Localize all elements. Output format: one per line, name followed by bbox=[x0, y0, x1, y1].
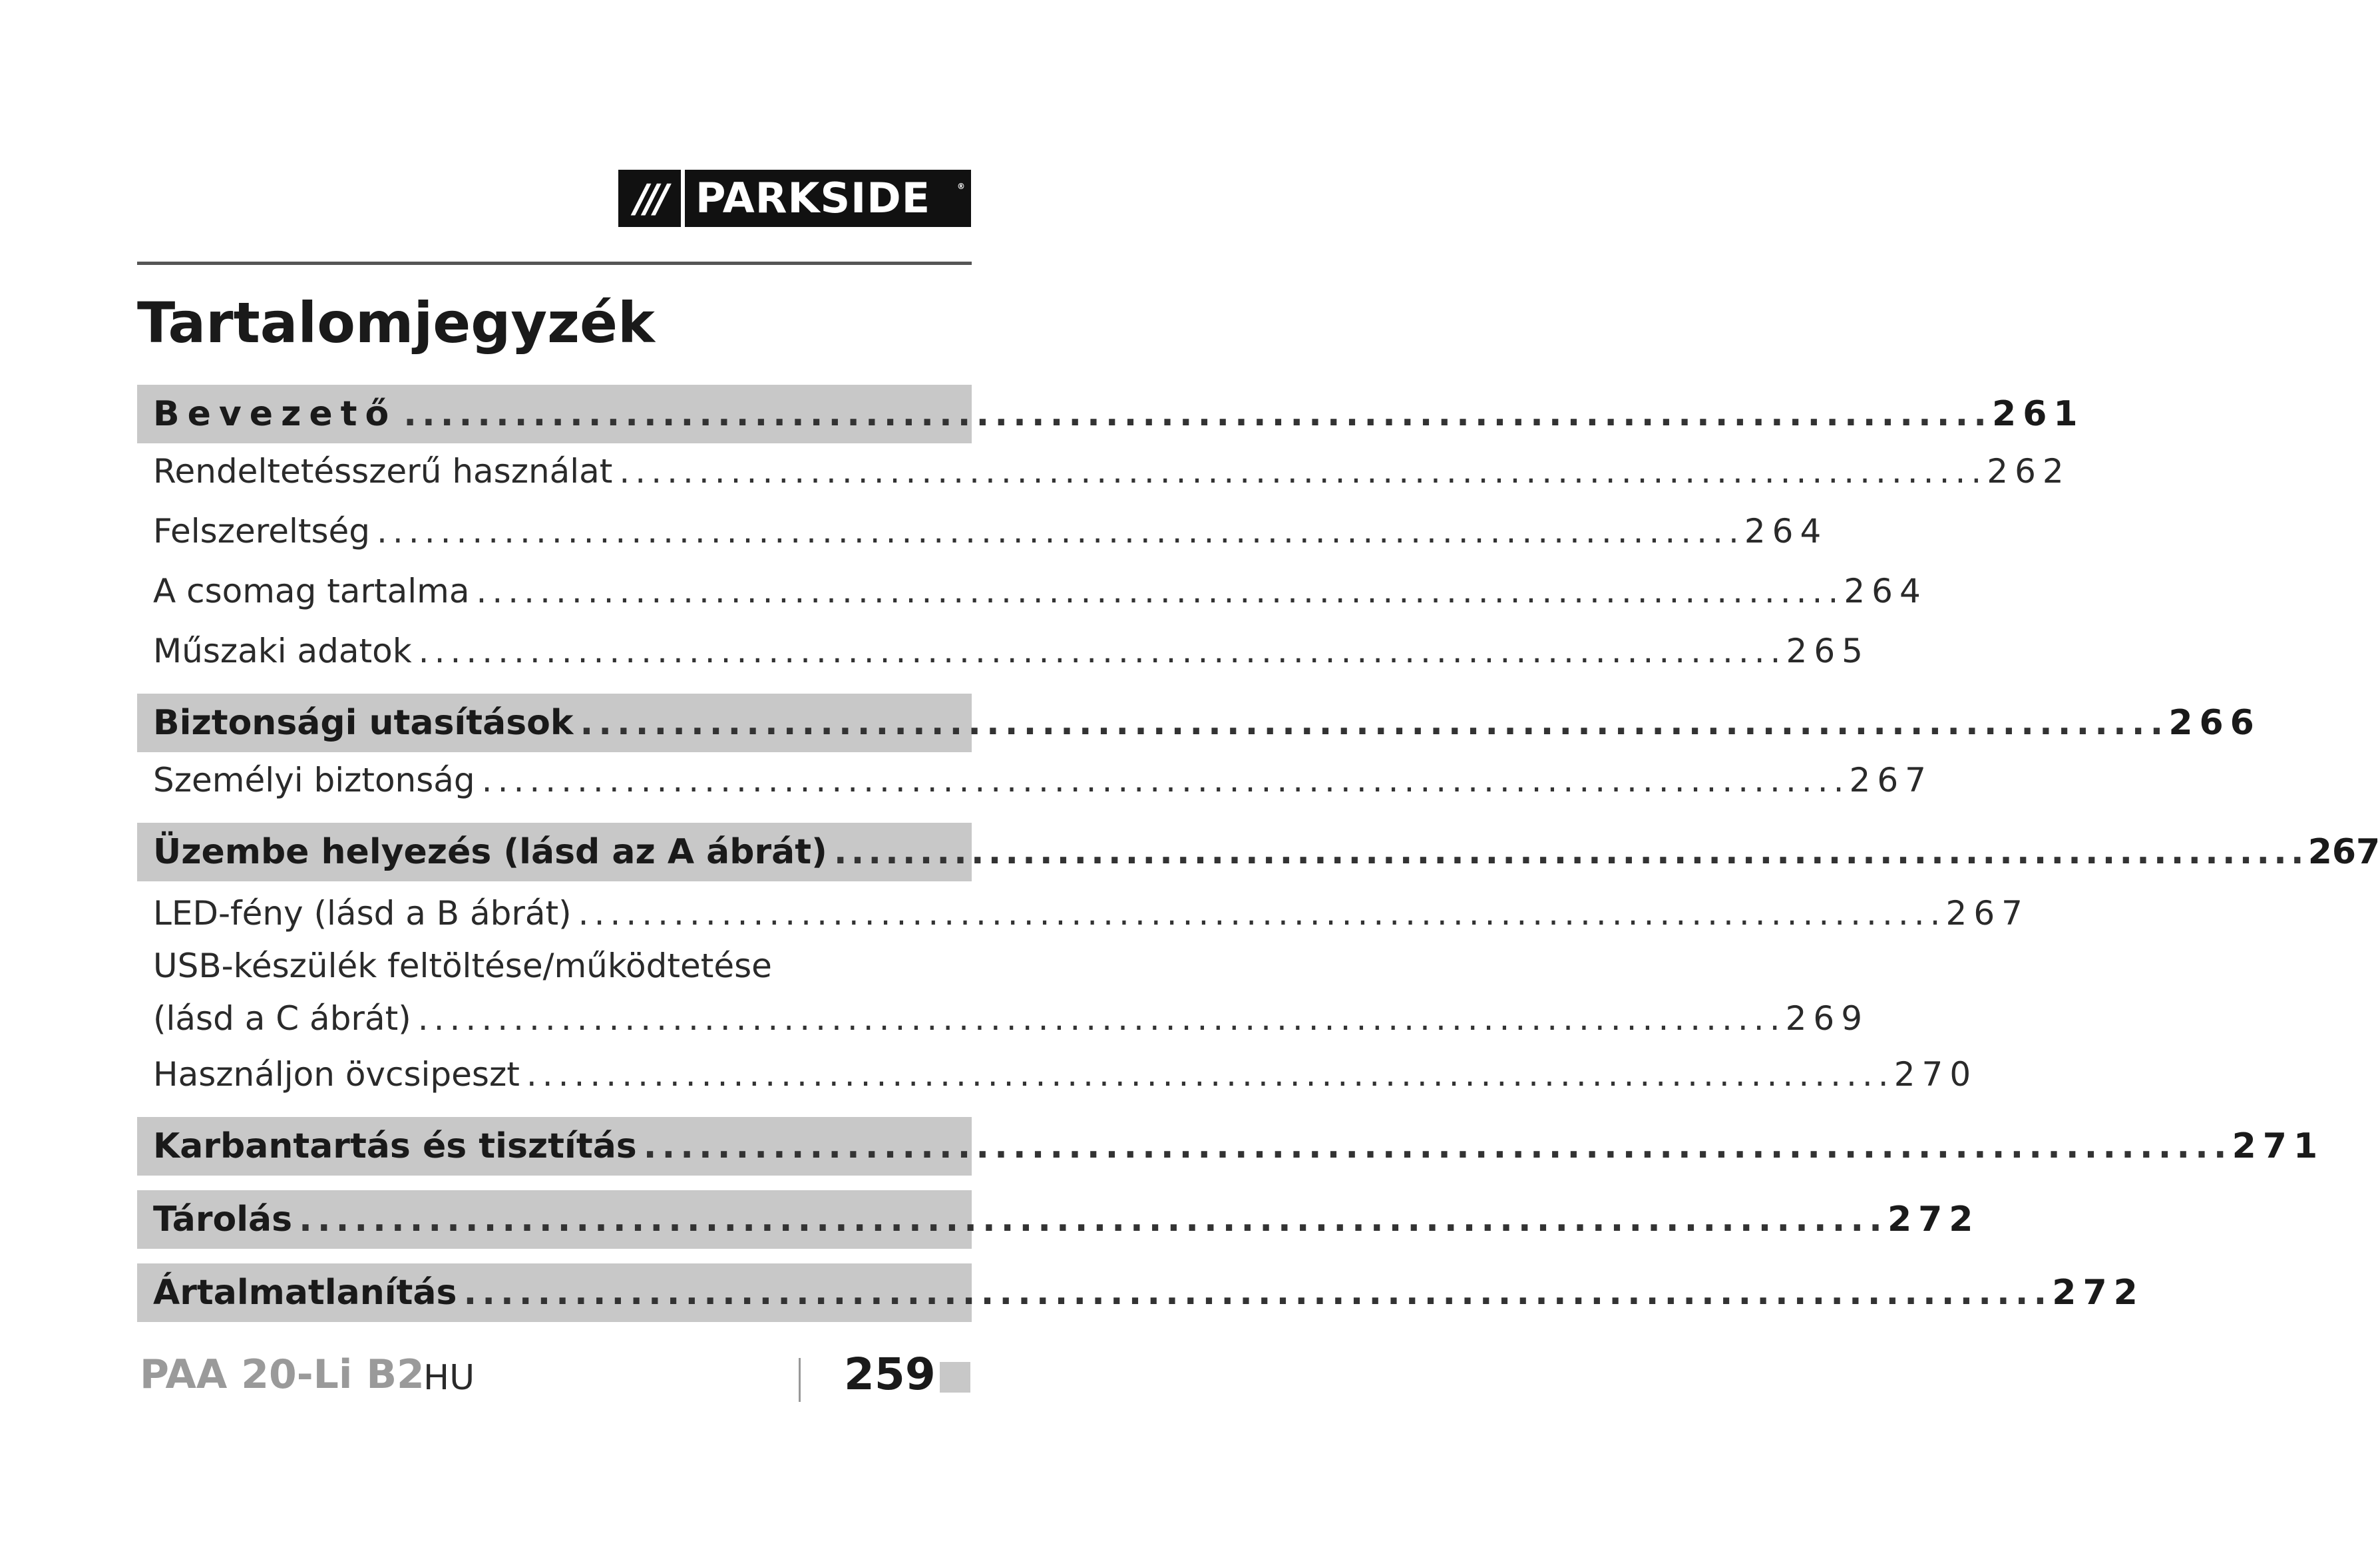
toc-label: Használjon övcsipeszt bbox=[153, 1055, 520, 1094]
toc-label: Felszereltség bbox=[153, 512, 371, 551]
toc-label: Bevezető bbox=[153, 394, 397, 434]
toc-entry-usb-keszulek[interactable] bbox=[137, 991, 1870, 1046]
toc-section-tarolas[interactable] bbox=[137, 1190, 1980, 1249]
toc-leader: ...................................................................................... bbox=[833, 832, 2308, 872]
header-rule bbox=[137, 262, 972, 265]
toc-label: Tárolás bbox=[153, 1200, 293, 1239]
toc-leader: ...................................................................................... bbox=[481, 761, 1850, 799]
toc-leader: ...................................................................................... bbox=[643, 1126, 2232, 1166]
toc-page: 264 bbox=[1844, 572, 1927, 610]
toc-label: Karbantartás és tisztítás bbox=[153, 1126, 637, 1166]
toc-label: Biztonsági utasítások bbox=[153, 703, 574, 743]
toc-entry-csomag-tartalma[interactable] bbox=[137, 563, 1927, 619]
toc-page: 262 bbox=[1987, 452, 2071, 491]
toc-label: Rendeltetésszerű használat bbox=[153, 452, 613, 491]
toc-label: A csomag tartalma bbox=[153, 572, 470, 610]
toc-page: 261 bbox=[1992, 394, 2084, 434]
toc-label: Üzembe helyezés (lásd az A ábrát) bbox=[153, 832, 827, 872]
logo-registered-mark: ® bbox=[957, 182, 966, 191]
toc-leader: ...................................................................................... bbox=[417, 999, 1786, 1038]
toc-leader: ...................................................................................... bbox=[526, 1055, 1894, 1094]
toc-label: LED-fény (lásd a B ábrát) bbox=[153, 894, 572, 933]
toc-entry-rendeltetesszeru[interactable] bbox=[137, 443, 2071, 499]
toc-page: 267 bbox=[1849, 761, 1933, 799]
toc-label: (lásd a C ábrát) bbox=[153, 999, 411, 1038]
parkside-logo bbox=[618, 170, 971, 227]
toc-section-bevezeto[interactable] bbox=[137, 385, 2084, 443]
toc-entry-szemelyi-biztonsag[interactable] bbox=[137, 752, 1933, 808]
toc-label: Ártalmatlanítás bbox=[153, 1273, 457, 1313]
page-title: Tartalomjegyzék bbox=[137, 290, 655, 355]
footer-language-code: HU bbox=[423, 1358, 475, 1398]
footer-page-number: 259 bbox=[844, 1349, 936, 1400]
toc-leader: ...................................................................................... bbox=[463, 1273, 2053, 1313]
toc-leader: ...................................................................................... bbox=[377, 512, 1744, 551]
footer-divider bbox=[799, 1358, 801, 1402]
toc-label: Személyi biztonság bbox=[153, 761, 475, 799]
toc-entry-usb-line1[interactable]: USB-készülék feltöltése/működtetése bbox=[153, 947, 772, 985]
toc-page: 270 bbox=[1893, 1055, 1978, 1094]
logo-brand-name: PARKSIDE bbox=[695, 174, 931, 222]
toc-leader: ...................................................................................... bbox=[578, 894, 1946, 933]
toc-label: Műszaki adatok bbox=[153, 632, 412, 670]
toc-page: 269 bbox=[1785, 999, 1870, 1038]
toc-leader: ...................................................................................... bbox=[580, 703, 2169, 743]
toc-leader: ...................................................................................... bbox=[403, 394, 1993, 434]
toc-leader: ...................................................................................... bbox=[299, 1200, 1887, 1239]
toc-section-biztonsagi[interactable] bbox=[137, 694, 2261, 752]
toc-page: 271 bbox=[2232, 1126, 2325, 1166]
toc-page: 266 bbox=[2168, 703, 2261, 743]
toc-entry-ovcsipesz[interactable] bbox=[137, 1046, 1978, 1102]
toc-leader: ...................................................................................... bbox=[619, 452, 1987, 491]
toc-page: 267 bbox=[1945, 894, 2029, 933]
toc-page: 272 bbox=[2052, 1273, 2144, 1313]
toc-entry-felszereltseg[interactable] bbox=[137, 503, 1828, 559]
toc-page: 265 bbox=[1786, 632, 1870, 670]
toc-leader: ...................................................................................... bbox=[418, 632, 1786, 670]
logo-slashes: /// bbox=[618, 170, 685, 227]
toc-section-uzembe-helyezes[interactable] bbox=[137, 823, 2380, 881]
toc-page: 264 bbox=[1744, 512, 1828, 551]
toc-entry-muszaki-adatok[interactable] bbox=[137, 623, 1870, 679]
toc-section-karbantartas[interactable] bbox=[137, 1117, 2325, 1176]
toc-section-artalmatlanitas[interactable] bbox=[137, 1263, 2144, 1322]
toc-leader: ...................................................................................... bbox=[476, 572, 1844, 610]
footer-square-marker bbox=[940, 1362, 970, 1393]
logo-wordmark bbox=[685, 170, 971, 227]
toc-page: 272 bbox=[1887, 1200, 1980, 1239]
footer-model-number: PAA 20-Li B2 bbox=[140, 1351, 425, 1398]
toc-page: 267 bbox=[2307, 832, 2380, 872]
toc-entry-led-feny[interactable] bbox=[137, 885, 2029, 941]
